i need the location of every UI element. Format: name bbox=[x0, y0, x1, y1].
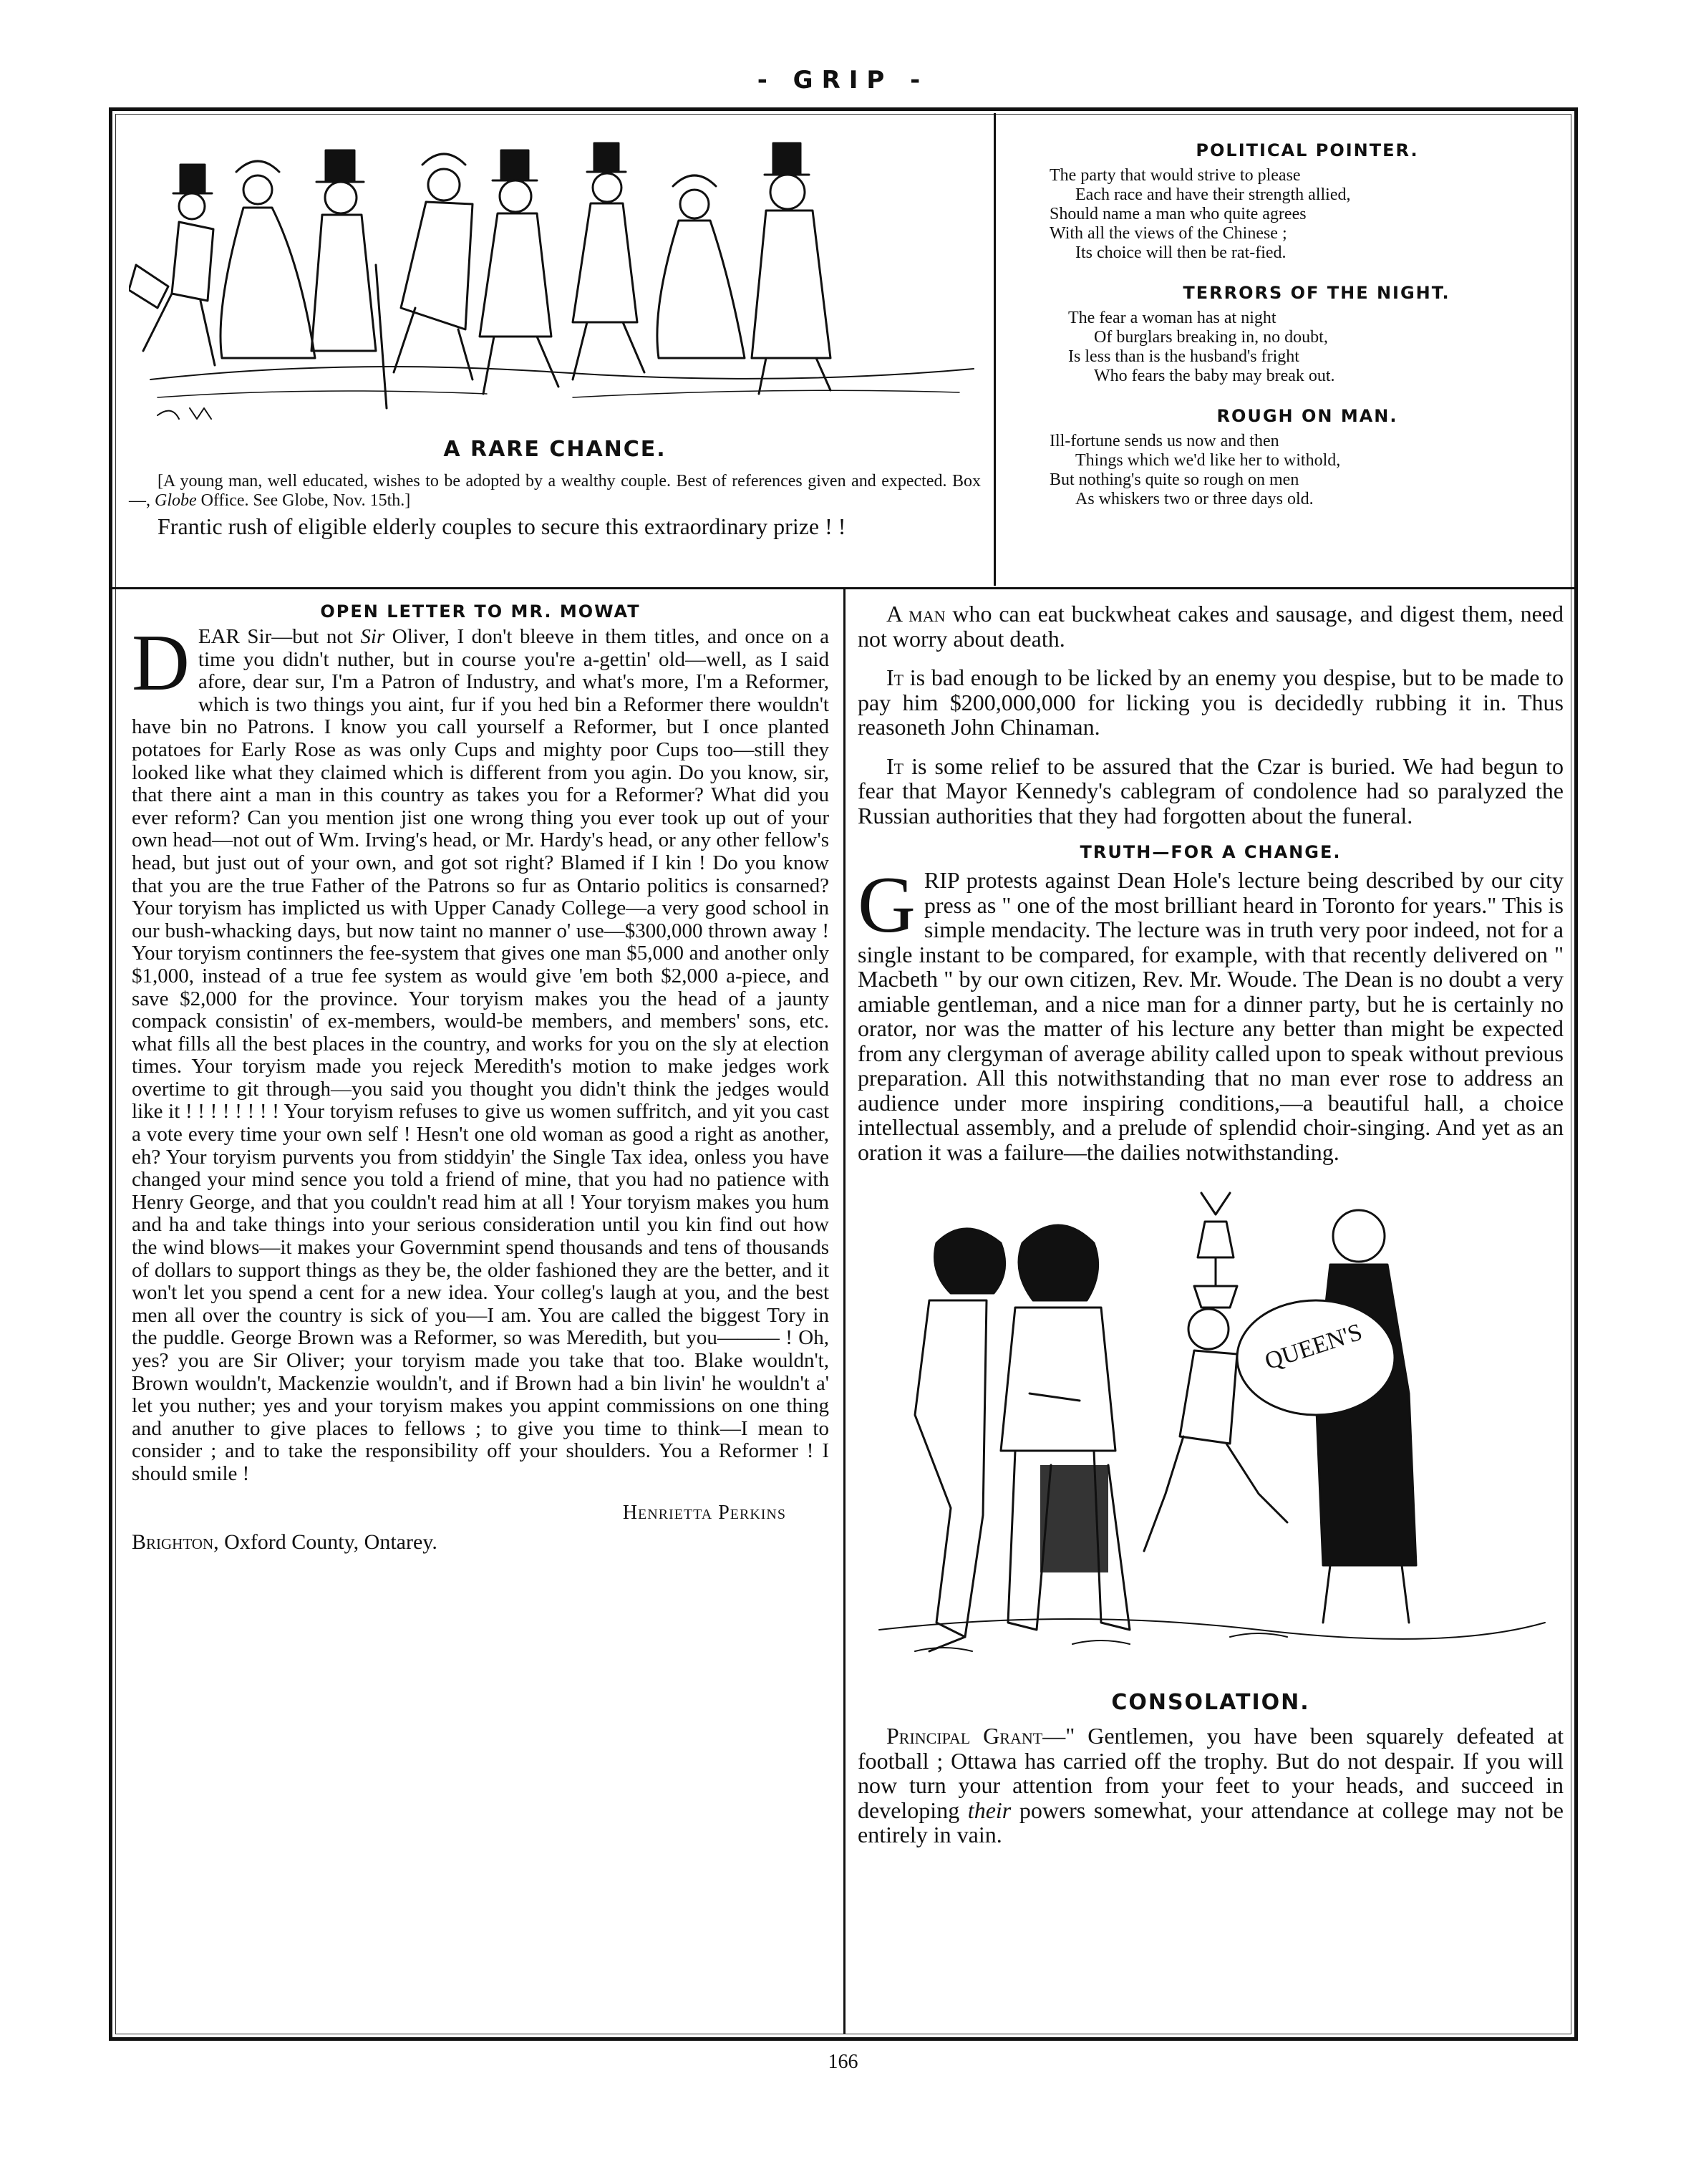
right-news-column bbox=[858, 601, 1564, 1862]
rare-chance-caption: Frantic rush of eligible elderly couples to secure this extraordinary prize ! ! bbox=[158, 513, 846, 539]
truth-title: TRUTH—FOR A CHANGE. bbox=[1080, 842, 1342, 862]
poem-title: TERRORS OF THE NIGHT. bbox=[1183, 283, 1450, 303]
paragraph-czar: It is some relief to be assured that the Czar is buried. We had begun to fear that Mayor Kennedy's cablegram of condolence had so paralyzed the Russian authorities that they had forgotten about the funeral. bbox=[858, 753, 1564, 828]
poem-line: Of burglars breaking in, no doubt, bbox=[1094, 328, 1328, 347]
poem-line: Should name a man who quite agrees bbox=[1050, 205, 1307, 223]
poem-title: ROUGH ON MAN. bbox=[1216, 406, 1398, 426]
poems-column bbox=[1050, 140, 1565, 509]
rare-chance-section bbox=[129, 122, 981, 539]
rare-chance-title: A RARE CHANCE. bbox=[443, 437, 667, 462]
running-figure-1 bbox=[129, 165, 215, 365]
poem-line: With all the views of the Chinese ; bbox=[1050, 224, 1287, 243]
paragraph-buckwheat: A man who can eat buckwheat cakes and sausage, and digest them, need not worry about death. bbox=[858, 601, 1564, 652]
paragraph-john-chinaman: It is bad enough to be licked by an enemy you despise, but to be made to pay him $200,000,000 for licking you is decidedly rubbing it in. Thus reasoneth John Chinaman. bbox=[858, 665, 1564, 740]
poem-line: Who fears the baby may break out. bbox=[1094, 367, 1335, 385]
poem-line: Things which we'd like her to withold, bbox=[1075, 451, 1341, 470]
poem-rough-on-man bbox=[1050, 406, 1565, 509]
open-letter-body: DEAR Sir—but not Sir Oliver, I don't bleeve in them titles, and once on a time you didn't nuther, but in course you're a-gettin' old—well, as I said afore, dear sur, I'm a Patron of Industry, and what's more, I'm a Reformer, which is two things you aint, fur if you hed bin a Reformer there wouldn't have bin no Patrons. I know you call yourself a Reformer, but I once planted potatoes for Early Rose as was only Cups and mighty poor Cups too—still they looked like what they claimed which is different from you agin. Do you know, sir, that there aint a man in this country as takes you for a Reformer? What did you ever reform? Can you mention jist one wrong thing you ever took up out of your own head—not out of Wm. Irving's head, or Mr. Hardy's head, or any other fellow's head, but just out of your own, and got sot right? Blamed if I kin ! Do you know that you are the true Father of the Patrons so fur as Ontario politics is consarned? Your toryism has implicted us with Upper Canady College—a very good school in our bush-whacking days, but now taint no manner o' use—$300,000 thrown away ! Your toryism continners the fee-system that gives one man $5,000 and another only $1,000, instead of a true fee system as would give 'em both $2,000 a-piece, and save $2,000 for the province. Your toryism makes you the head of a jaunty compack consistin' of ex-members, would-be members, and members' sons, etc. what fills all the best places in the country, and works for you on the sly at election times. Your toryism made you rejeck Meredith's motion to make jedges work overtime to git through—you said you thought you didn't think the jedges would like it ! ! ! ! ! ! ! ! Your toryism refuses to give us women suffritch, and yit you cast a vote every time your own self ! Hesn't one old woman as good a right as another, eh? Your toryism purvents you from stiddyin' the Single Tax idea, onless you have changed your mind sence you told a friend of mine, that you had no patience with Henry George, and that you couldn't read him at all ! Your toryism makes you hum and ha and take things into your serious consideration until you kin find out how the wind blows—it makes your Governmint spend thousands and tens of thousands of dollars to support things as they be, the older fashioned they are the better, and it won't let you spend a cent for a new idea. Your colleg's laugh at you, and the best men all over the country is sick of you—I am. You are called the biggest Tory in the puddle. George Brown was a Reformer, so was Meredith, but you——— ! Oh, yes? you are Sir Oliver; your toryism made you take that too. Blake wouldn't, Brown wouldn't, Mackenzie wouldn't, and if Brown had a bin livin' he wouldn't a' let you nuther; yes and your toryism makes you appint commissions on one thing and anuther to give places to fellows ; to give you time to think—I mean to consider ; and to take the responsibility off your shoulders. You a Reformer ! I should smile ! bbox=[132, 619, 829, 1485]
running-figure-7 bbox=[657, 175, 745, 358]
running-figure-5 bbox=[480, 150, 558, 394]
running-figure-3 bbox=[311, 150, 387, 408]
running-figure-8 bbox=[752, 143, 830, 394]
bottom-column-divider bbox=[843, 589, 846, 2034]
truth-body: GRIP protests against Dean Hole's lecture being described by our city press as " one of the most brilliant heard in Toronto for years." This is simple mendacity. The lecture was in truth very poor indeed, not for a single instant to be compared, for example, with that recently delivered on " Macbeth " by our own citizen, Rev. Mr. Woude. The Dean is no doubt a very amiable gentleman, and a nice man for a dinner party, but he is certainly no orator, nor was the matter of his lecture any better than might be expected from any clergyman of average ability called upon to speak without previous preparation. All this notwithstanding that no man ever rose to address an audience under more inspiring conditions,—a beautiful hall, a choice intellectual assembly, and a prelude of splendid choir-singing. And yet as an oration it was a failure—the dailies notwithstanding. bbox=[858, 861, 1564, 1165]
open-letter-location: Brighton, Oxford County, Ontarey. bbox=[132, 1530, 437, 1554]
open-letter-section bbox=[132, 601, 829, 1555]
running-figure-4 bbox=[394, 154, 473, 380]
poem-line: The party that would strive to please bbox=[1050, 166, 1301, 185]
student-figure-back bbox=[1001, 1225, 1130, 1630]
poem-line: Ill-fortune sends us now and then bbox=[1050, 432, 1279, 450]
poem-line: Each race and have their strength allied, bbox=[1075, 185, 1351, 204]
egg-label: QUEEN'S bbox=[1261, 1318, 1366, 1376]
poem-line: Is less than is the husband's fright bbox=[1068, 347, 1299, 366]
drop-cap: G bbox=[858, 861, 916, 950]
consolation-title: CONSOLATION. bbox=[1111, 1690, 1310, 1715]
drop-cap: D bbox=[132, 619, 190, 707]
poem-line: But nothing's quite so rough on men bbox=[1050, 470, 1299, 489]
open-letter-title: OPEN LETTER TO MR. MOWAT bbox=[320, 601, 641, 622]
poem-terrors-of-the-night bbox=[1050, 283, 1565, 386]
masthead: - GRIP - bbox=[757, 66, 929, 95]
poem-political-pointer bbox=[1050, 140, 1565, 263]
rare-chance-note: [A young man, well educated, wishes to be adopted by a wealthy couple. Best of references given and expected. Box —, Globe Office. See Globe, Nov. 15th.] bbox=[129, 472, 981, 510]
consolation-illustration bbox=[858, 1179, 1564, 1680]
rare-chance-illustration bbox=[129, 122, 981, 430]
poem-line: Its choice will then be rat-fied. bbox=[1075, 243, 1287, 262]
poem-line: As whiskers two or three days old. bbox=[1075, 490, 1314, 508]
student-figure-left bbox=[915, 1229, 1005, 1651]
poem-title: POLITICAL POINTER. bbox=[1196, 140, 1419, 160]
page-number: 166 bbox=[828, 2051, 858, 2073]
trophy-figure bbox=[1194, 1193, 1237, 1308]
running-figure-6 bbox=[573, 143, 644, 380]
consolation-caption: Principal Grant—" Gentlemen, you have been squarely defeated at football ; Ottawa has carried off the trophy. But do not despair. If you will now turn your attention from your feet to your heads, and succeed in developing their powers somewhat, your attendance at college may not be entirely in vain. bbox=[858, 1723, 1564, 1847]
running-figure-2 bbox=[221, 161, 315, 358]
principal-grant-figure bbox=[1237, 1210, 1416, 1623]
poem-line: The fear a woman has at night bbox=[1068, 309, 1276, 327]
open-letter-signature: Henrietta Perkins bbox=[622, 1501, 786, 1524]
top-column-divider bbox=[994, 113, 996, 586]
